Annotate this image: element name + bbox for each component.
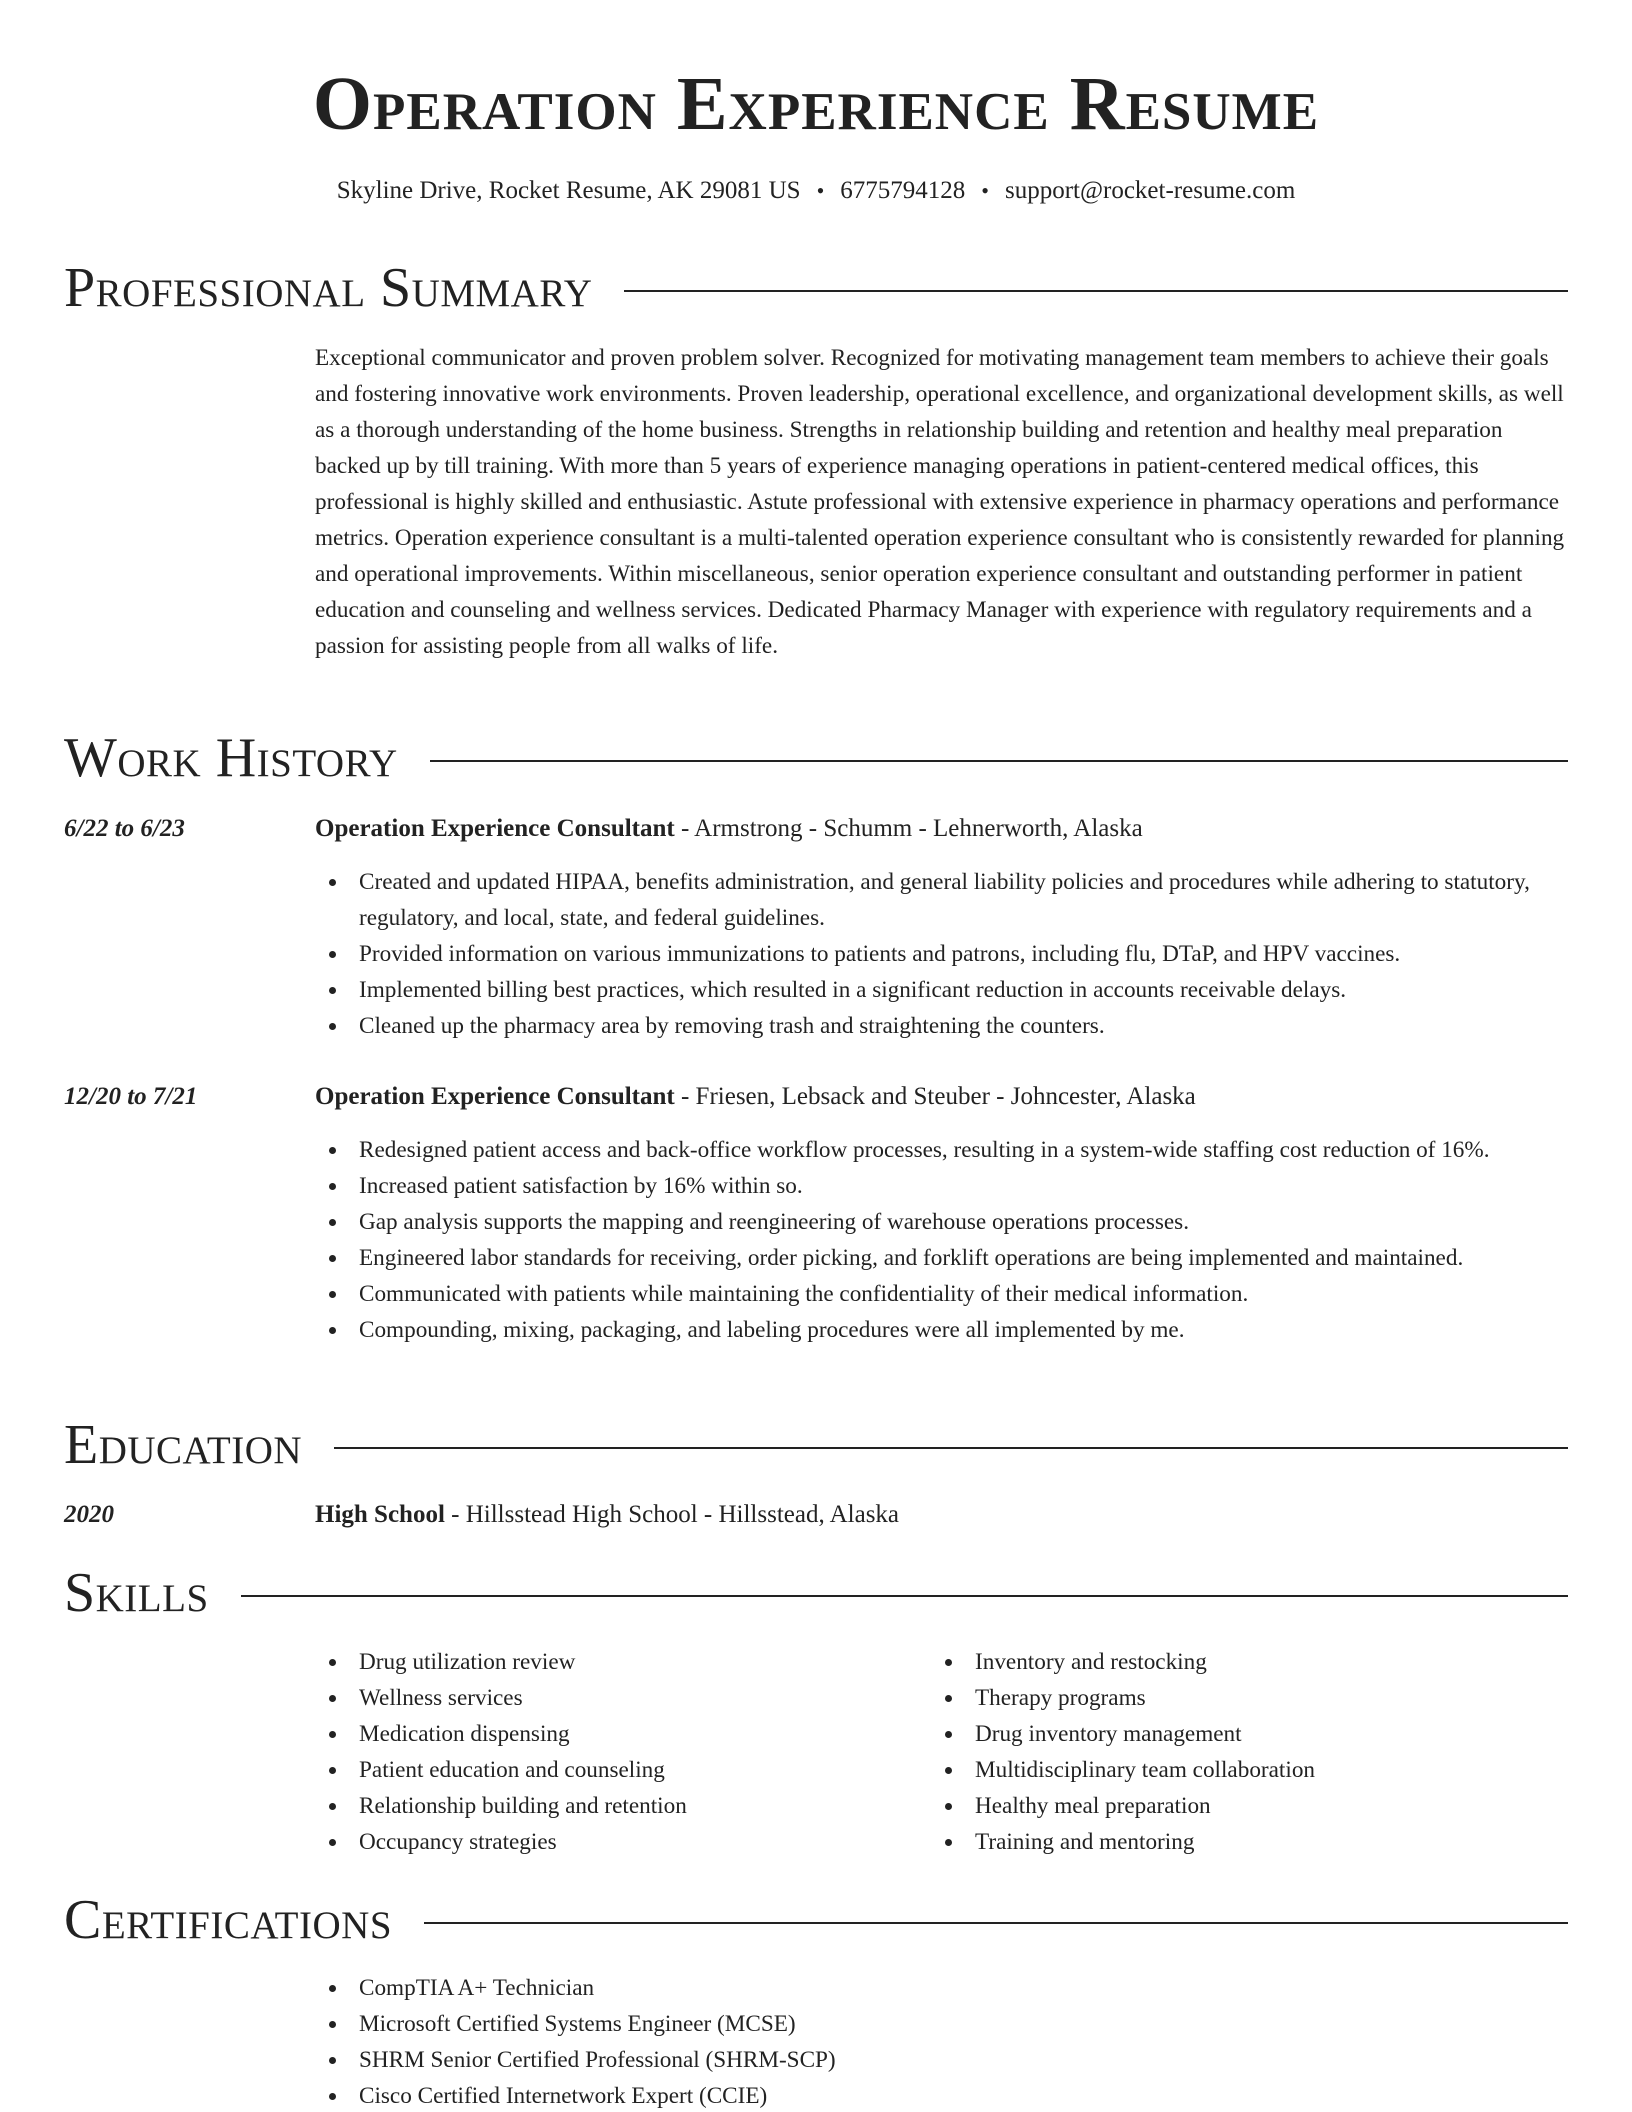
education-degree: High School bbox=[315, 1501, 445, 1528]
contact-separator: • bbox=[816, 178, 825, 203]
list-item: Medication dispensing bbox=[315, 1716, 931, 1752]
job-bullet-list bbox=[315, 1132, 1570, 1348]
list-item: CompTIA A+ Technician bbox=[315, 1970, 1570, 2006]
contact-phone: 6775794128 bbox=[840, 177, 966, 204]
list-item: Multidisciplinary team collaboration bbox=[931, 1752, 1547, 1788]
contact-email: support@rocket-resume.com bbox=[1004, 177, 1296, 204]
education-section-header bbox=[64, 1415, 1568, 1475]
job-dates: 12/20 to 7/21 bbox=[64, 1083, 198, 1110]
list-item: Training and mentoring bbox=[931, 1824, 1547, 1860]
list-item: Implemented billing best practices, which resulted in a significant reduction in accounts receivable delays. bbox=[315, 972, 1570, 1008]
skills-heading: Skills bbox=[64, 1562, 209, 1624]
section-divider bbox=[241, 1595, 1568, 1597]
education-year: 2020 bbox=[64, 1501, 114, 1528]
list-item: Healthy meal preparation bbox=[931, 1788, 1547, 1824]
job-title bbox=[315, 1082, 1570, 1112]
list-item: SHRM Senior Certified Professional (SHRM-SCP) bbox=[315, 2042, 1570, 2078]
list-item: Drug inventory management bbox=[931, 1716, 1547, 1752]
job-role: Operation Experience Consultant bbox=[315, 1083, 675, 1110]
job-bullet-list bbox=[315, 864, 1570, 1044]
education-entry bbox=[315, 1500, 1570, 1530]
job-title bbox=[315, 814, 1570, 844]
list-item: Communicated with patients while maintaining the confidentiality of their medical information. bbox=[315, 1276, 1570, 1312]
skills-list-left bbox=[315, 1644, 931, 1860]
list-item: Gap analysis supports the mapping and reengineering of warehouse operations processes. bbox=[315, 1204, 1570, 1240]
list-item: Cisco Certified Internetwork Expert (CCIE) bbox=[315, 2078, 1570, 2112]
list-item: Drug utilization review bbox=[315, 1644, 931, 1680]
contact-separator: • bbox=[981, 178, 989, 203]
list-item: Engineered labor standards for receiving, order picking, and forklift operations are being implemented and maintained. bbox=[315, 1240, 1570, 1276]
list-item: Compounding, mixing, packaging, and labeling procedures were all implemented by me. bbox=[315, 1312, 1570, 1348]
section-divider bbox=[430, 760, 1568, 762]
list-item: Inventory and restocking bbox=[931, 1644, 1547, 1680]
job-role: Operation Experience Consultant bbox=[315, 815, 675, 842]
list-item: Created and updated HIPAA, benefits administration, and general liability policies and procedures while adhering to statutory, regulatory, and local, state, and federal guidelines. bbox=[315, 864, 1570, 936]
list-item: Cleaned up the pharmacy area by removing trash and straightening the counters. bbox=[315, 1008, 1570, 1044]
resume-title: Operation Experience Resume bbox=[312, 62, 1320, 146]
list-item: Patient education and counseling bbox=[315, 1752, 931, 1788]
summary-heading: Professional Summary bbox=[64, 257, 593, 319]
certifications-list bbox=[315, 1970, 1570, 2112]
education-heading: Education bbox=[64, 1414, 303, 1476]
work-section-header bbox=[64, 728, 1568, 788]
summary-text: Exceptional communicator and proven problem solver. Recognized for motivating management team members to achieve their goals and fostering innovative work environments. Proven leadership, operational excellence, and organizational development skills, as well as a thorough understanding of the home business. Strengths in relationship building and retention and healthy meal preparation backed up by till training. With more than 5 years of experience managing operations in patient-centered medical offices, this professional is highly skilled and enthusiastic. Astute professional with extensive experience in pharmacy operations and performance metrics. Operation experience consultant is a multi-talented operation experience consultant who is consistently rewarded for planning and operational improvements. Within miscellaneous, senior operation experience consultant and outstanding performer in patient education and counseling and wellness services. Dedicated Pharmacy Manager with experience with regulatory requirements and a passion for assisting people from all walks of life. bbox=[315, 345, 1565, 659]
list-item: Occupancy strategies bbox=[315, 1824, 931, 1860]
list-item: Relationship building and retention bbox=[315, 1788, 931, 1824]
list-item: Therapy programs bbox=[931, 1680, 1547, 1716]
section-divider bbox=[424, 1922, 1568, 1924]
list-item: Wellness services bbox=[315, 1680, 931, 1716]
list-item: Redesigned patient access and back-office workflow processes, resulting in a system-wide staffing cost reduction of 16%. bbox=[315, 1132, 1570, 1168]
contact-address: Skyline Drive, Rocket Resume, AK 29081 US bbox=[336, 177, 801, 204]
certifications-section-header bbox=[64, 1890, 1568, 1950]
list-item: Increased patient satisfaction by 16% within so. bbox=[315, 1168, 1570, 1204]
summary-section-header bbox=[64, 258, 1568, 318]
skills-list-right bbox=[931, 1644, 1547, 1860]
work-heading: Work History bbox=[64, 727, 398, 789]
section-divider bbox=[334, 1447, 1568, 1449]
contact-line bbox=[0, 176, 1632, 206]
certifications-heading: Certifications bbox=[64, 1889, 393, 1951]
list-item: Microsoft Certified Systems Engineer (MCSE) bbox=[315, 2006, 1570, 2042]
job-details: - Friesen, Lebsack and Steuber - Johncester, Alaska bbox=[674, 1083, 1196, 1110]
skills-columns bbox=[315, 1644, 1570, 1860]
education-details: - Hillsstead High School - Hillsstead, Alaska bbox=[444, 1501, 900, 1528]
list-item: Provided information on various immunizations to patients and patrons, including flu, DTaP, and HPV vaccines. bbox=[315, 936, 1570, 972]
skills-section-header bbox=[64, 1563, 1568, 1623]
job-details: - Armstrong - Schumm - Lehnerworth, Alaska bbox=[674, 815, 1143, 842]
job-dates: 6/22 to 6/23 bbox=[64, 815, 185, 842]
section-divider bbox=[624, 290, 1568, 292]
